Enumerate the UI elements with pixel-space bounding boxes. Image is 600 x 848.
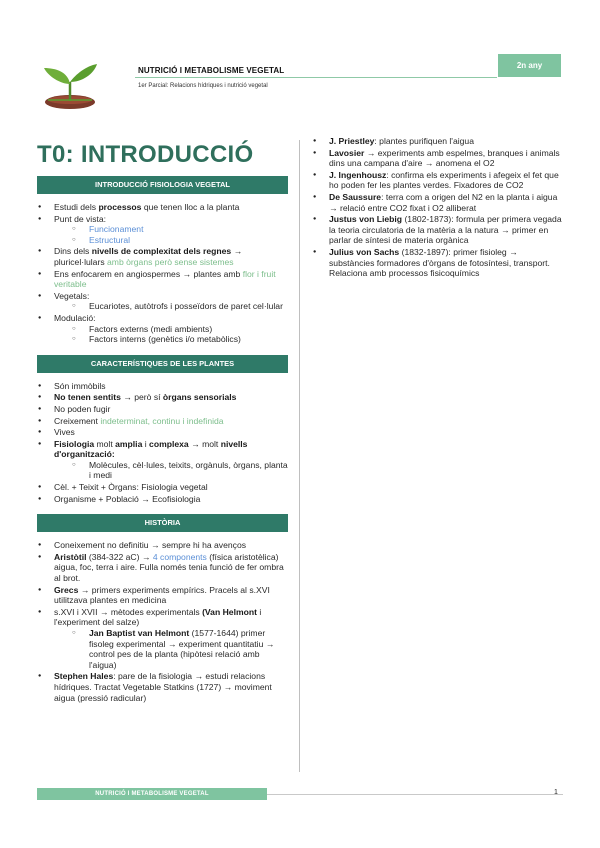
page-number: 1 [554,789,558,796]
footer-label: NUTRICIÓ I METABOLISME VEGETAL [37,788,267,800]
list-item: ● Fisiologia molt amplia i complexa → molt nivells d'organització: ○ Molècules, cèl·lules, teixits, orgànuls, òrgans, planta i medi [37,439,288,481]
list-item: ● No poden fugir [37,404,288,415]
list-item: ● Justus von Liebig (1802-1873): formula per primera vegada la teoria circulatoria de la matèria a la natura → primer en parlar de síntesi de materia orgànica [312,214,564,246]
list-item: ● No tenen sentits → però sí òrgans sensorials [37,392,288,403]
list-item: ● Punt de vista: ○ Funcionament ○ Estructural [37,214,288,246]
header-title: NUTRICIÓ I METABOLISME VEGETAL [138,66,285,75]
sub-list-item: ○ Eucariotes, autòtrofs i posseïdors de paret cel·lular [71,301,288,312]
list-item: ● De Saussure: terra com a origen del N2 en la planta i aigua → relació entre CO2 fixat i O2 alliberat [312,192,564,213]
list-item: ● Dins dels nivells de complexitat dels regnes → pluricel·lulars amb òrgans però sense sistemes [37,246,288,267]
right-column [312,136,564,280]
history-list-continued [312,136,564,279]
sub-list-item: ○ Molècules, cèl·lules, teixits, orgànuls, òrgans, planta i medi [71,460,288,481]
list-item: ● Creixement indeterminat, continu i indefinida [37,416,288,427]
section-heading-plants: CARACTERÍSTIQUES DE LES PLANTES [37,355,288,373]
sub-list-item: ○ Estructural [71,235,288,246]
plant-sprout-logo [42,60,98,112]
footer-rule [267,794,563,795]
list-item: ● s.XVI i XVII → mètodes experimentals (Van Helmont i l'experiment del salze) ○ Jan Baptist van Helmont (1577-1644) primer fisoleg experimental → experiment quantitatiu → control pes de la planta (hipòtesi relació amb l'aigua) [37,607,288,671]
list-item: ● J. Ingenhousz: confirma els experiments i afegeix el fet que ho poden fer les plantes verdes. Fixadores de CO2 [312,170,564,191]
page-title: T0: INTRODUCCIÓ [37,141,254,168]
list-item: ● Vives [37,427,288,438]
list-item: ● Organisme + Població → Ecofisiologia [37,494,288,505]
list-item: ● Són immòbils [37,381,288,392]
year-badge: 2n any [498,54,561,77]
section-heading-history: HISTÒRIA [37,514,288,532]
intro-list [37,202,288,345]
list-item: ● Cèl. + Teixit + Òrgans: Fisiologia vegetal [37,482,288,493]
sub-list-item: ○ Factors externs (medi ambients) [71,324,288,335]
header-subtitle: 1er Parcial: Relacions hídriques i nutrició vegetal [138,83,268,89]
section-heading-intro: INTRODUCCIÓ FISIOLOGIA VEGETAL [37,176,288,194]
list-item: ● Coneixement no definitiu → sempre hi ha avenços [37,540,288,551]
list-item: ● Modulació: ○ Factors externs (medi ambients) ○ Factors interns (genètics i/o metabòlics) [37,313,288,345]
list-item: ● J. Priestley: plantes purifiquen l'aigua [312,136,564,147]
left-column [37,140,288,704]
history-list [37,540,288,703]
sub-list-item: ○ Funcionament [71,224,288,235]
column-divider [299,140,300,772]
list-item: ● Ens enfocarem en angiospermes → plantes amb flor i fruit veritable [37,269,288,290]
list-item: ● Estudi dels processos que tenen lloc a la planta [37,202,288,213]
list-item: ● Aristòtil (384-322 aC) → 4 components (física aristotèlica) aigua, foc, terra i aire. Fulla només tenia funció de fer ombra al brot. [37,552,288,584]
list-item: ● Julius von Sachs (1832-1897): primer fisioleg → substàncies formadores d'òrgans de fotosíntesi, transport. Relaciona amb processos fisicoquímics [312,247,564,279]
sub-list-item: ○ Factors interns (genètics i/o metabòlics) [71,334,288,345]
list-item: ● Lavosier → experiments amb espelmes, branques i animals dins una campana d'aire → anomena el O2 [312,148,564,169]
header-rule [135,77,497,78]
list-item: ● Grecs → primers experiments empírics. Pracels al s.XVI utilitzava plantes en medicina [37,585,288,606]
list-item: ● Vegetals: ○ Eucariotes, autòtrofs i posseïdors de paret cel·lular [37,291,288,312]
list-item: ● Stephen Hales: pare de la fisiologia → estudi relacions hídriques. Tractat Vegetable Statkins (1727) → moviment aigua (pressió radicular) [37,671,288,703]
sub-list-item: ○ Jan Baptist van Helmont (1577-1644) primer fisoleg experimental → experiment quantitatiu → control pes de la planta (hipòtesi relació amb l'aigua) [71,628,288,670]
plants-list [37,381,288,505]
